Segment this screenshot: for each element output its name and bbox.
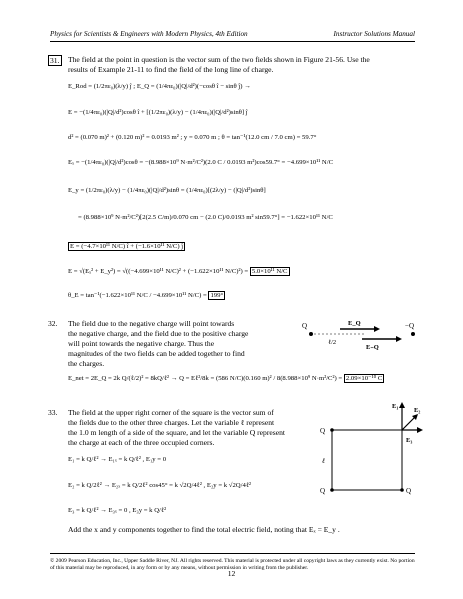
problem-31-equation-8 [68, 268, 290, 276]
problem-31-angle-result: 199° [210, 292, 224, 299]
header-manual-title: Instructor Solutions Manual [333, 30, 415, 38]
problem-31-equation-1: E_Rod = (1/2πε₀)(λ/y) ĵ ; E_Q = (1/4πε₀)(|Q|/d²)(−cosθ î − sinθ ĵ) → [68, 83, 251, 90]
header-rule [50, 41, 415, 42]
problem-32-equation-1 [68, 375, 384, 383]
problem-31-text-line-2: results of Example 21-11 to find the field of the long line of charge. [68, 65, 274, 74]
footer-rule [50, 553, 415, 554]
problem-33-text-line-3: the 1.0 m length of a side of the square, and let the variable Q represent [68, 428, 285, 437]
problem-33-text-line-2: the fields due to the other three charges. Let the variable ℓ represent [68, 418, 275, 427]
field-arrow-e2 [402, 416, 416, 430]
problem-31-text-line-1: The field at the point in question is the vector sum of the two fields shown in Figure 21-56. Use the [68, 55, 370, 64]
field-label-e3: E₃ [406, 437, 413, 444]
square-outline [332, 430, 402, 490]
problem-31-equation-5: E_y = (1/2πε₀)(λ/y) − (1/4πε₀)(|Q|/d²)sinθ = (1/4πε₀)[(2λ/y) − (|Q|/d²)sinθ] [68, 187, 266, 194]
page-number: 12 [227, 569, 236, 578]
problem-31-equation-9 [68, 292, 225, 300]
charge-bottom-right-dot [400, 488, 404, 492]
problem-32-charge-expression: E_net = 2E_Q = 2k Q/(ℓ/2)² = 8kQ/ℓ² → Q = Eℓ²/8k = (586 N/C)(0.160 m)² / 8(8.988×10⁹ N·m²/C²) = [68, 375, 344, 382]
problem-32-number: 32. [48, 319, 58, 328]
problem-33-text-line-1: The field at the upper right corner of the square is the vector sum of [68, 408, 274, 417]
problem-31-equation-6: = (8.988×10⁹ N·m²/C²)[2(2.5 C/m)/0.070 cm − (2.0 C)/0.0193 m² sin59.7°] = −1.622×10¹¹ N/C [78, 214, 333, 221]
field-arrowhead-negative [396, 336, 402, 342]
problem-31-equation-7 [68, 243, 185, 251]
problem-33-number: 33. [48, 408, 58, 417]
negative-charge-label: −Q [405, 322, 415, 330]
charge-top-left-dot [330, 428, 334, 432]
problem-32-text-line-4: magnitudes of the two fields can be added together to find [68, 349, 245, 358]
problem-33-closing-text: Add the x and y components together to find the total electric field, noting that Eₓ = E_y . [68, 525, 340, 534]
problem-31-number: 31. [50, 56, 60, 65]
problem-32-text-line-5: the charges. [68, 359, 105, 368]
problem-31-equation-3: d² = (0.070 m)² + (0.120 m)² = 0.0193 m² ; y = 0.070 m ; θ = tan⁻¹(12.0 cm / 7.0 cm) = 59.7° [68, 134, 317, 141]
problem-31-result-vector: E = (−4.7×10¹¹ N/C) î + (−1.6×10¹¹ N/C) ĵ [70, 243, 184, 250]
problem-32-charge-result: 2.09×10⁻¹⁰ C [345, 375, 383, 382]
problem-31-magnitude-result: 5.0×10¹¹ N/C [251, 268, 288, 275]
footer-copyright: © 2009 Pearson Education, Inc., Upper Saddle River, NJ. All rights reserved. This material is protected under all copyright laws as they currently exist. No portion of this material may be reproduced, in any form or by any means, without permission in writing from the publisher. [50, 558, 415, 571]
problem-33-equation-1: E₁ = k Q/ℓ² → E₁ₓ = k Q/ℓ² , E₁y = 0 [68, 456, 167, 463]
problem-32-text-line-3: will point towards the negative charge. Thus the [68, 339, 215, 348]
field-arrowhead-e3 [417, 427, 423, 433]
problem-33-equation-3: E₃ = k Q/ℓ² → E₃ₓ = 0 , E₃y = k Q/ℓ² [68, 507, 167, 514]
problem-31-magnitude-expression: E = √(Eₓ² + E_y²) = √((−4.699×10¹¹ N/C)² + (−1.622×10¹¹ N/C)²) = [68, 268, 250, 275]
positive-charge-dot [309, 332, 313, 336]
problem-32-text-line-1: The field due to the negative charge will point towards [68, 319, 235, 328]
field-label-e2: E₂ [414, 407, 421, 414]
problem-31-equation-4: Eₓ = −(1/4πε₀)(|Q|/d²)cosθ = −(8.988×10⁹ N·m²/C²)(2.0 C / 0.0193 m²)cos59.7° = −4.699×10¹¹ N/C [68, 159, 334, 166]
charge-label-q3: Q [406, 487, 412, 495]
problem-31-equation-2: E = −(1/4πε₀)(|Q|/d²)cosθ î + [(1/2πε₀)(λ/y) − (1/4πε₀)(|Q|/d²)sinθ] ĵ [68, 109, 248, 116]
field-label-e1: E₁ [392, 403, 399, 410]
field-arrowhead-e1 [399, 402, 405, 408]
positive-charge-label: Q [302, 322, 308, 330]
problem-32-text-line-2: the negative charge, and the field due to the positive charge [68, 329, 249, 338]
problem-33-text-line-4: the charge at each of the three occupied corners. [68, 438, 215, 447]
problem-33-equation-2: E₂ = k Q/2ℓ² → E₂ₓ = k Q/2ℓ² cos45° = k √2Q/4ℓ² , E₂y = k √2Q/4ℓ² [68, 482, 252, 489]
charge-label-q1: Q [320, 427, 326, 435]
problem-31-angle-expression: θ_E = tan⁻¹(−1.622×10¹¹ N/C / −4.699×10¹¹ N/C) = [68, 292, 209, 299]
half-separation-label: ℓ/2 [328, 339, 337, 346]
charge-label-q2: Q [320, 487, 326, 495]
charge-bottom-left-dot [330, 488, 334, 492]
problem-33-figure [306, 400, 426, 515]
side-length-label: ℓ [322, 457, 325, 465]
header-book-title: Physics for Scientists & Engineers with Modern Physics, 4th Edition [50, 30, 248, 38]
problem-32-figure [300, 318, 430, 358]
negative-charge-dot [411, 332, 415, 336]
field-arrowhead-positive [374, 326, 380, 332]
field-label-positive: E_Q [348, 320, 361, 327]
field-label-negative: E₋Q [366, 344, 379, 351]
